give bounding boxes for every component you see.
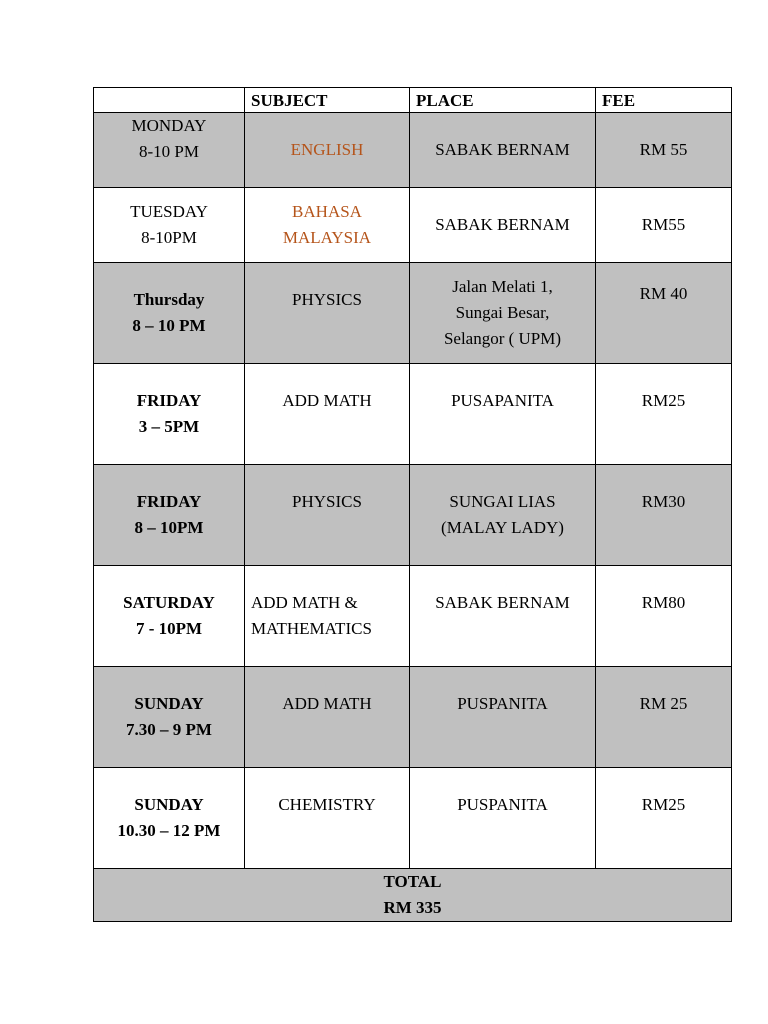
subject-label: BAHASA xyxy=(292,202,362,221)
subject-label: MALAYSIA xyxy=(282,228,372,247)
day-label: MONDAY xyxy=(131,116,207,135)
fee-label: RM 40 xyxy=(639,284,688,303)
place-label: SABAK BERNAM xyxy=(435,140,570,159)
table-row xyxy=(94,667,732,768)
subject-label: PHYSICS xyxy=(292,290,362,309)
total-amount: RM 335 xyxy=(383,898,442,917)
header-row xyxy=(94,88,732,113)
total-row xyxy=(94,869,732,922)
table-row xyxy=(94,113,732,188)
subject-label: ENGLISH xyxy=(290,140,364,159)
table-row xyxy=(94,364,732,465)
subject-label: PHYSICS xyxy=(292,492,362,511)
time-label: 8 – 10 PM xyxy=(132,316,206,335)
header-subject: SUBJECT xyxy=(245,88,410,113)
table-row xyxy=(94,263,732,364)
place-label: PUSPANITA xyxy=(457,694,548,713)
time-label: 8-10 PM xyxy=(139,142,199,161)
day-label: Thursday xyxy=(133,290,205,309)
place-label: Jalan Melati 1, xyxy=(452,277,553,296)
subject-label: ADD MATH xyxy=(282,694,372,713)
fee-label: RM30 xyxy=(641,492,686,511)
day-label: TUESDAY xyxy=(130,202,208,221)
place-label: SABAK BERNAM xyxy=(435,593,570,612)
place-label: PUSPANITA xyxy=(457,795,548,814)
subject-label: ADD MATH & xyxy=(251,593,358,612)
time-label: 8-10PM xyxy=(141,228,197,247)
schedule-table xyxy=(93,87,732,922)
place-label: (MALAY LADY) xyxy=(441,518,564,537)
place-label: SUNGAI LIAS xyxy=(449,492,556,511)
table-row xyxy=(94,768,732,869)
place-label: SABAK BERNAM xyxy=(435,215,570,234)
place-label: Sungai Besar, xyxy=(455,303,550,322)
fee-label: RM25 xyxy=(641,795,686,814)
day-label: SATURDAY xyxy=(123,593,215,612)
day-label: SUNDAY xyxy=(134,694,204,713)
day-label: SUNDAY xyxy=(134,795,204,814)
day-label: FRIDAY xyxy=(136,391,202,410)
place-label: PUSAPANITA xyxy=(451,391,554,410)
header-place: PLACE xyxy=(410,88,596,113)
time-label: 8 – 10PM xyxy=(134,518,204,537)
subject-label: CHEMISTRY xyxy=(278,795,376,814)
table-row xyxy=(94,188,732,263)
total-label: TOTAL xyxy=(383,872,442,891)
day-label: FRIDAY xyxy=(136,492,202,511)
header-day xyxy=(94,88,245,113)
fee-label: RM55 xyxy=(641,215,686,234)
fee-label: RM25 xyxy=(641,391,686,410)
time-label: 7.30 – 9 PM xyxy=(126,720,212,739)
time-label: 3 – 5PM xyxy=(138,417,200,436)
time-label: 10.30 – 12 PM xyxy=(117,821,221,840)
header-fee: FEE xyxy=(596,88,732,113)
place-label: Selangor ( UPM) xyxy=(443,329,562,348)
subject-label: ADD MATH xyxy=(282,391,372,410)
time-label: 7 - 10PM xyxy=(135,619,203,638)
fee-label: RM 25 xyxy=(639,694,688,713)
table-row xyxy=(94,566,732,667)
fee-label: RM80 xyxy=(641,593,686,612)
fee-label: RM 55 xyxy=(639,140,688,159)
table-row xyxy=(94,465,732,566)
subject-label: MATHEMATICS xyxy=(251,619,372,638)
